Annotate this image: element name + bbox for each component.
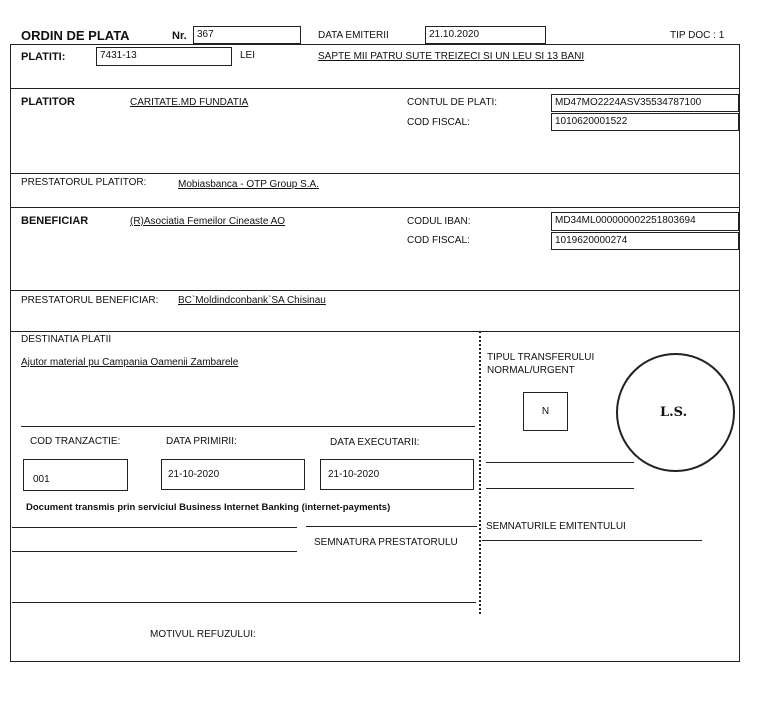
date-executed-label: DATA EXECUTARII:	[330, 437, 420, 448]
transfer-type-sublabel: NORMAL/URGENT	[487, 365, 575, 376]
document-title: ORDIN DE PLATA	[21, 28, 130, 43]
form-frame	[10, 44, 740, 662]
nr-label: Nr.	[172, 30, 187, 42]
provider-signature-label: SEMNATURA PRESTATORULU	[314, 537, 458, 548]
currency: LEI	[240, 50, 256, 61]
beneficiary-fiscal-label: COD FISCAL:	[407, 235, 470, 246]
amount-in-words: SAPTE MII PATRU SUTE TREIZECI SI UN LEU SI 13 BANI	[318, 51, 585, 62]
date-received-field	[161, 459, 305, 490]
date-executed-value: 21-10-2020	[328, 469, 380, 480]
signature-line	[486, 462, 634, 463]
beneficiary-label: BENEFICIAR	[21, 215, 89, 227]
divider	[10, 88, 740, 89]
amount-field: 7431-13	[96, 47, 232, 66]
beneficiary-fiscal-field: 1019620000274	[551, 232, 739, 250]
beneficiary-iban-field: MD34ML000000002251803694	[551, 212, 739, 231]
column-separator	[479, 331, 481, 614]
amount-label: PLATITI:	[21, 51, 66, 63]
divider	[10, 331, 740, 332]
destination-value: Ajutor material pu Campania Oamenii Zambarele	[21, 357, 239, 368]
date-received-label: DATA PRIMIRII:	[166, 436, 237, 447]
beneficiary-iban-label: CODUL IBAN:	[407, 216, 471, 227]
tip-doc: TIP DOC : 1	[670, 30, 725, 41]
payer-fiscal-label: COD FISCAL:	[407, 117, 470, 128]
issuer-signature-label: SEMNATURILE EMITENTULUI	[486, 521, 626, 532]
payer-name: CARITATE.MD FUNDATIA	[130, 97, 249, 108]
tranzaction-code-label: COD TRANZACTIE:	[30, 436, 121, 447]
divider	[10, 290, 740, 291]
payer-fiscal-field: 1010620001522	[551, 113, 739, 131]
signature-line	[306, 526, 477, 527]
signature-line	[486, 488, 634, 489]
divider	[12, 602, 476, 603]
destination-label: DESTINATIA PLATII	[21, 334, 112, 345]
signature-line	[482, 540, 702, 541]
nr-field: 367	[193, 26, 301, 44]
beneficiary-name: (R)Asociatia Femeilor Cineaste AO	[130, 216, 286, 227]
signature-line	[12, 527, 297, 528]
signature-line	[12, 551, 297, 552]
refusal-reason-label: MOTIVUL REFUZULUI:	[150, 629, 256, 640]
payer-account-label: CONTUL DE PLATI:	[407, 97, 498, 108]
payer-provider-label: PRESTATORUL PLATITOR:	[21, 177, 147, 188]
stamp-text: L.S.	[660, 405, 688, 420]
transmission-note: Document transmis prin serviciul Business Internet Banking (internet-payments)	[26, 502, 391, 513]
transfer-type-field: N	[523, 392, 568, 431]
tranzaction-code-field	[23, 459, 128, 491]
date-emitted-label: DATA EMITERII	[318, 30, 389, 41]
date-received-value: 21-10-2020	[168, 469, 220, 480]
date-executed-field	[320, 459, 474, 490]
divider	[10, 173, 740, 174]
beneficiary-provider-value: BC`Moldindconbank`SA Chisinau	[178, 295, 326, 306]
divider	[21, 426, 475, 427]
payer-provider-value: Mobiasbanca - OTP Group S.A.	[178, 179, 319, 190]
divider	[10, 207, 740, 208]
payer-label: PLATITOR	[21, 96, 75, 108]
payer-account-field: MD47MO2224ASV35534787100	[551, 94, 739, 112]
transfer-type-label: TIPUL TRANSFERULUI	[487, 352, 595, 363]
date-emitted-field: 21.10.2020	[425, 26, 546, 44]
tranzaction-code-value: 001	[33, 474, 50, 485]
beneficiary-provider-label: PRESTATORUL BENEFICIAR:	[21, 295, 159, 306]
